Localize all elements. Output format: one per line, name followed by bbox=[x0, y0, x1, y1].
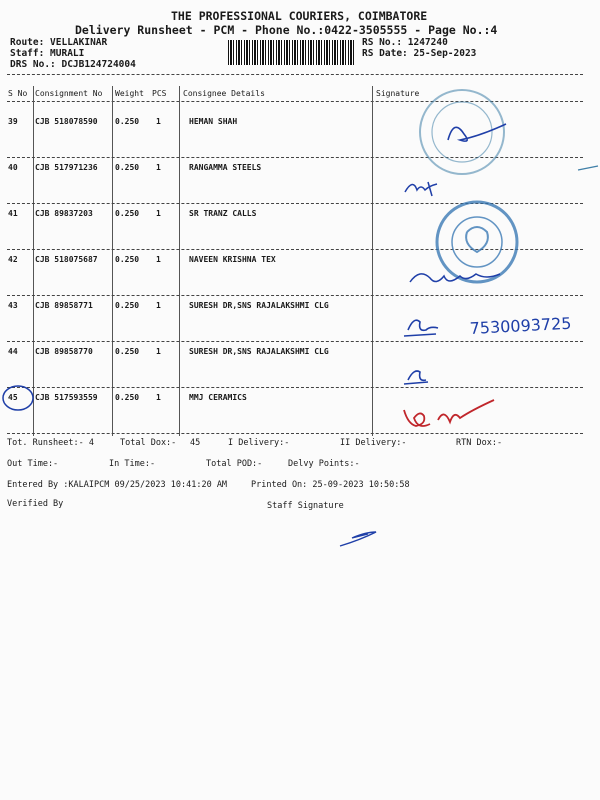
rs-number: RS No.: 1247240 bbox=[362, 37, 448, 48]
company-title: THE PROFESSIONAL COURIERS, COIMBATORE bbox=[171, 9, 428, 23]
signature-row44 bbox=[404, 371, 428, 384]
row-sno: 39 bbox=[8, 117, 18, 126]
row-weight: 0.250 bbox=[115, 393, 140, 402]
row-consignee: RANGAMMA STEELS bbox=[189, 163, 262, 172]
entered-by: Entered By :KALAIPCM 09/25/2023 10:41:20 AM bbox=[7, 480, 228, 490]
col-header-consignment: Consignment No bbox=[35, 89, 103, 98]
row-weight: 0.250 bbox=[115, 117, 140, 126]
row-weight: 0.250 bbox=[115, 209, 140, 218]
row-consignment: CJB 517971236 bbox=[35, 163, 98, 172]
row-weight: 0.250 bbox=[115, 255, 140, 264]
row-consignee: SURESH DR,SNS RAJALAKSHMI CLG bbox=[189, 347, 329, 356]
row-pcs: 1 bbox=[156, 163, 161, 172]
row-consignment: CJB 517593559 bbox=[35, 393, 98, 402]
staff-label: Staff: MURALI bbox=[10, 48, 85, 59]
row-consignee: SURESH DR,SNS RAJALAKSHMI CLG bbox=[189, 301, 329, 310]
delvy-points: Delvy Points:- bbox=[288, 459, 360, 469]
phone-note: 7530093725 bbox=[469, 313, 572, 338]
total-pod: Total POD:- bbox=[206, 459, 263, 469]
row-pcs: 1 bbox=[156, 117, 161, 126]
row-sno: 40 bbox=[8, 163, 18, 172]
col-header-sno: S No bbox=[8, 89, 28, 98]
row-consignment: CJB 89858771 bbox=[35, 301, 93, 310]
row-weight: 0.250 bbox=[115, 301, 140, 310]
col-header-signature: Signature bbox=[376, 89, 420, 98]
total-dox-label: Total Dox:- bbox=[120, 438, 177, 448]
row-sno: 43 bbox=[8, 301, 18, 310]
route-label: Route: VELLAKINAR bbox=[10, 37, 108, 48]
red-signature-row45 bbox=[404, 400, 494, 426]
col-header-pcs: PCS bbox=[152, 89, 167, 98]
tot-runsheet: Tot. Runsheet:- 4 bbox=[7, 438, 94, 448]
row-consignment: CJB 89858770 bbox=[35, 347, 93, 356]
row-consignee: SR TRANZ CALLS bbox=[189, 209, 257, 218]
row-consignee: MMJ CERAMICS bbox=[189, 393, 247, 402]
row-sno: 45 bbox=[8, 393, 18, 402]
row-consignee: NAVEEN KRISHNA TEX bbox=[189, 255, 276, 264]
i-delivery: I Delivery:- bbox=[228, 438, 290, 448]
staff-signature-label: Staff Signature bbox=[267, 501, 344, 511]
row-pcs: 1 bbox=[156, 347, 161, 356]
col-header-consignee: Consignee Details bbox=[183, 89, 265, 98]
runsheet-subtitle: Delivery Runsheet - PCM - Phone No.:0422-3505555 - Page No.:4 bbox=[75, 23, 498, 37]
row-pcs: 1 bbox=[156, 209, 161, 218]
out-time: Out Time:- bbox=[7, 459, 59, 469]
margin-mark bbox=[578, 166, 598, 170]
row-sno: 41 bbox=[8, 209, 18, 218]
rs-date: RS Date: 25-Sep-2023 bbox=[362, 48, 477, 59]
row-weight: 0.250 bbox=[115, 163, 140, 172]
printed-on: Printed On: 25-09-2023 10:50:58 bbox=[251, 480, 410, 490]
drs-number: DRS No.: DCJB124724004 bbox=[10, 59, 136, 70]
circle-mark-45 bbox=[3, 386, 33, 410]
row-consignee: HEMAN SHAH bbox=[189, 117, 238, 126]
row-sno: 44 bbox=[8, 347, 18, 356]
row-sno: 42 bbox=[8, 255, 18, 264]
row-consignment: CJB 89837203 bbox=[35, 209, 93, 218]
signature-row39 bbox=[448, 124, 506, 141]
verified-by: Verified By bbox=[7, 499, 64, 509]
row-pcs: 1 bbox=[156, 393, 161, 402]
row-pcs: 1 bbox=[156, 255, 161, 264]
stamp-middle bbox=[437, 202, 517, 282]
signature-row43 bbox=[404, 320, 438, 336]
total-dox-value: 45 bbox=[190, 438, 201, 448]
rtn-dox: RTN Dox:- bbox=[456, 438, 503, 448]
row-pcs: 1 bbox=[156, 301, 161, 310]
row-weight: 0.250 bbox=[115, 347, 140, 356]
row-consignment: CJB 518075687 bbox=[35, 255, 98, 264]
in-time: In Time:- bbox=[109, 459, 156, 469]
ii-delivery: II Delivery:- bbox=[340, 438, 407, 448]
col-header-weight: Weight bbox=[115, 89, 144, 98]
staff-signature-scribble bbox=[340, 532, 376, 546]
signature-row40 bbox=[405, 182, 437, 196]
row-consignment: CJB 518078590 bbox=[35, 117, 98, 126]
